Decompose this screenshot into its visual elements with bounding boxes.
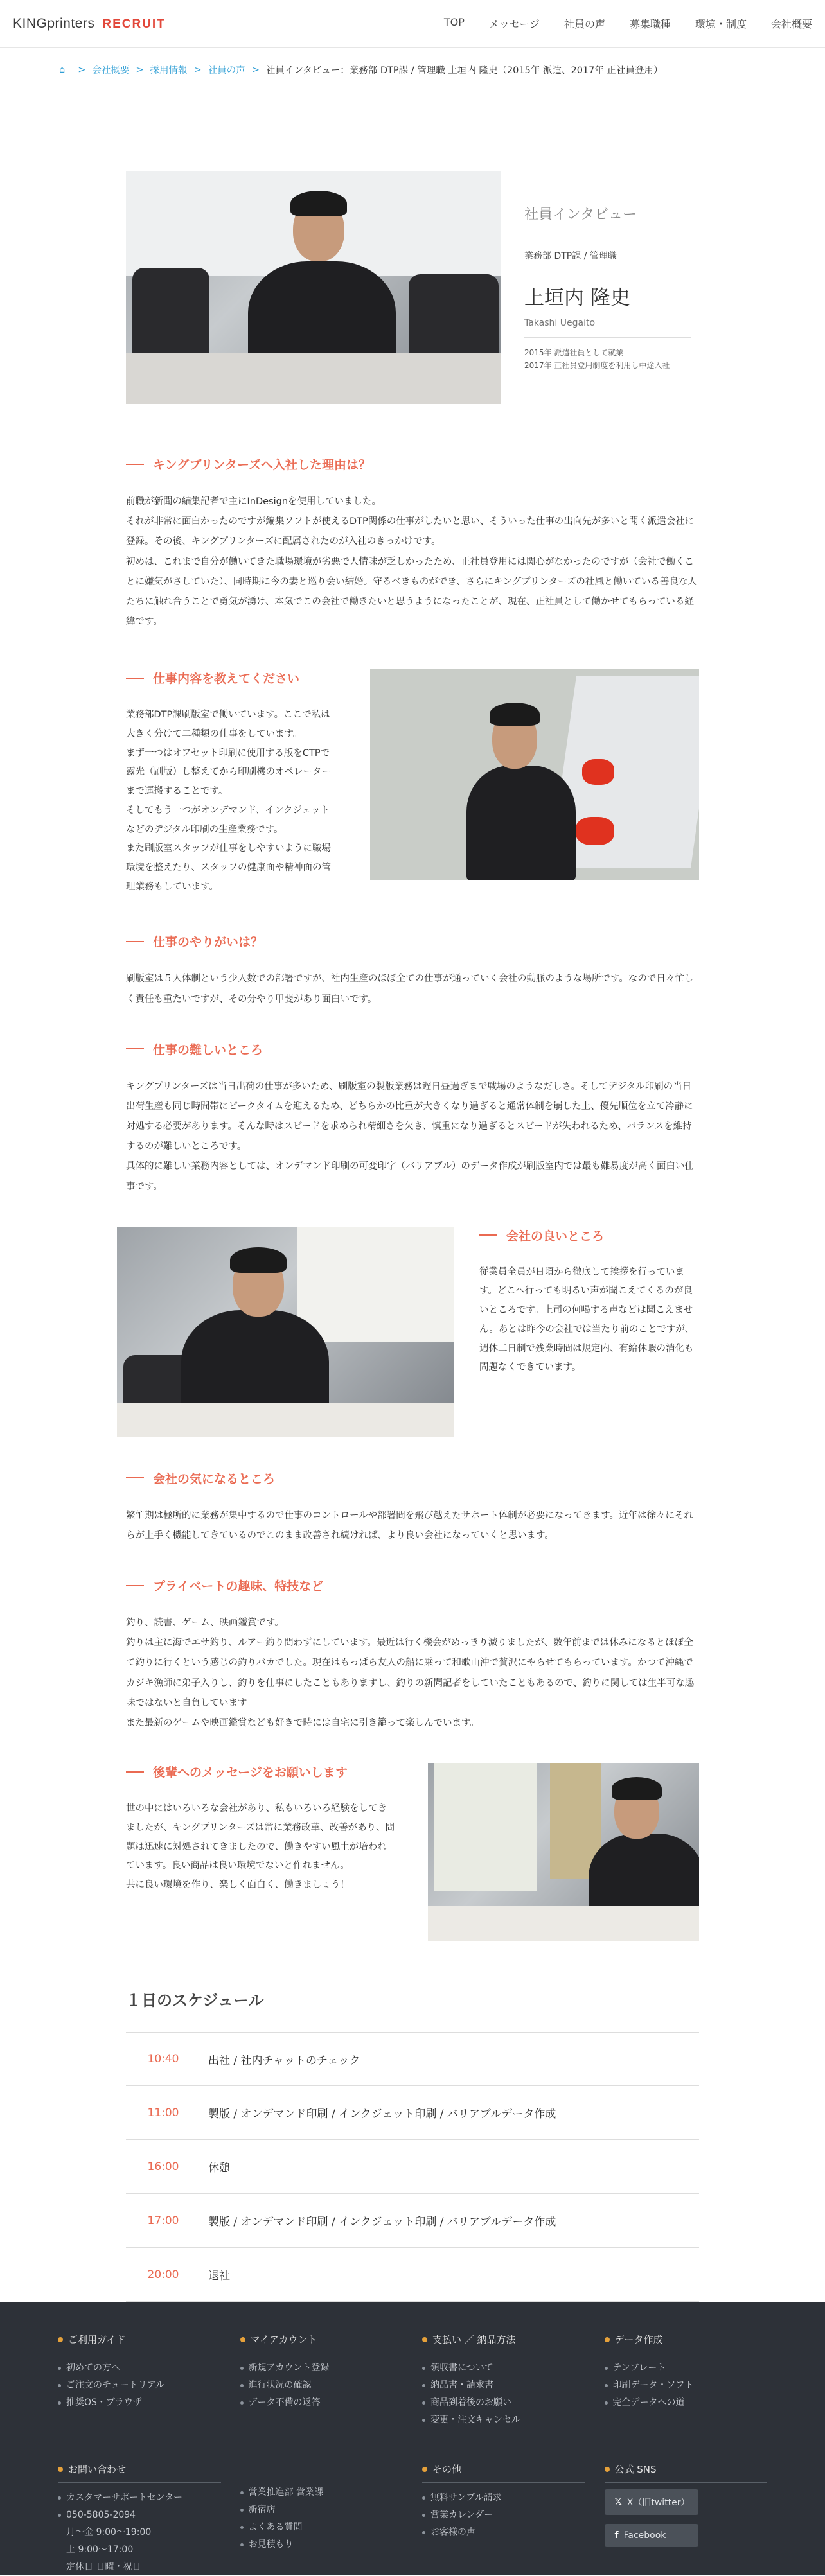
footer-sns (605, 2462, 768, 2576)
schedule-list (126, 2032, 699, 2302)
profile (126, 171, 825, 404)
site-footer (0, 2302, 825, 2575)
twitter-button[interactable]: 𝕏 X（旧twitter） (605, 2489, 698, 2515)
schedule-row (126, 2086, 699, 2140)
section-body: 業務部DTP課刷版室で働いています。ここで私は大きく分けて二種類の仕事をしています。 まず一つはオフセット印刷に使用する版をCTPで露光（刷版）し整えてから印刷機のオペレーターまで運搬することです。 そしてもう一つがオンデマンド、インクジェットなどのデジタル印刷の生産業務です。 また刷版室スタッフが仕事をしやすいように職場環境を整えたり、スタッフの健康面や精神面の管理業務もしています。 (126, 710, 331, 892)
section-concern (126, 1469, 699, 1546)
profile-name: 上垣内 隆史 (524, 286, 630, 310)
section-body: キングプリンターズは当日出荷の仕事が多いため、刷版室の製版業務は遅日昼過ぎまで戦場のようなだしさ。そしてデジタル印刷の当日出荷生産も同じ時間帯にピークタイムを迎えるため、どちらかの比重が大きくなり過ぎると通常体制を崩した上、優先順位を立て冷静に対処する必要があります。そんな時はスピードを求められ精細さを欠き、慎重になり過ぎるとスピードが失われるため、バランスを維持するのが難しいところです。 具体的に難しい業務内容としては、オンデマンド印刷の可変印字（バリアブル）のデータ作成が刷版室内では最も難易度が高く面白い仕事です。 (126, 1081, 694, 1192)
footer-sales (240, 2462, 404, 2576)
section-job (126, 669, 699, 897)
footer-heading: 公式 SNS (614, 2464, 657, 2476)
section-body: 従業員全員が日頃から徹底して挨拶を行っています。どこへ行っても明るい声が聞こえてくるのが良いところです。上司の何喝する声などは聞こえません。あとは昨今の会社では当たり前のことですが、週休二日制で残業時間は規定内、有給休暇の消化も問題なくできています。 (479, 1266, 695, 1373)
section-worth (126, 933, 699, 1009)
footer-hours: 定休日 日曜・祝日 (66, 2562, 141, 2573)
footer-link[interactable]: 新宿店 (240, 2502, 404, 2519)
section-title: 仕事内容を教えてください (126, 669, 338, 687)
schedule-time: 11:00 (147, 2106, 179, 2119)
footer-heading: データ作成 (614, 2334, 663, 2346)
nav-company[interactable]: 会社概要 (770, 18, 812, 30)
footer-heading: マイアカウント (250, 2334, 317, 2346)
history-line: 2017年 正社員登用制度を利用し中途入社 (524, 360, 670, 370)
footer-link[interactable]: 無料サンプル請求 (422, 2489, 585, 2507)
breadcrumb-separator: > (193, 64, 202, 75)
footer-heading: 支払い ／ 納品方法 (432, 2334, 516, 2346)
section-private (126, 1577, 699, 1733)
sns-icon (605, 2467, 610, 2472)
footer-link[interactable]: お見積もり (240, 2536, 404, 2554)
logo[interactable] (13, 16, 166, 31)
schedule (126, 1988, 699, 2302)
schedule-time: 17:00 (147, 2214, 179, 2227)
footer-link[interactable]: 初めての方へ (58, 2360, 221, 2377)
facebook-icon: f (614, 2530, 619, 2541)
footer-link[interactable]: 進行状況の確認 (240, 2377, 404, 2394)
footer-account (240, 2333, 404, 2429)
job-photo (370, 669, 699, 880)
profile-photo (126, 171, 501, 404)
schedule-time: 20:00 (147, 2268, 179, 2281)
footer-link[interactable]: 新規アカウント登録 (240, 2360, 404, 2377)
profile-label: 社員インタビュー (524, 207, 637, 223)
other-icon (422, 2467, 427, 2472)
footer-link[interactable]: 領収書について (422, 2360, 585, 2377)
schedule-task: 出社 / 社内チャットのチェック (208, 2054, 360, 2067)
good-photo (117, 1227, 454, 1437)
footer-link[interactable]: お客様の声 (422, 2524, 585, 2541)
schedule-row (126, 2194, 699, 2248)
guide-icon (58, 2337, 63, 2342)
section-title: 会社の気になるところ (126, 1469, 699, 1487)
account-icon (240, 2337, 245, 2342)
profile-dept: 業務部 DTP課 / 管理職 (524, 251, 617, 261)
section-reason (126, 455, 699, 632)
footer-link[interactable]: 営業推進部 営業課 (240, 2484, 404, 2502)
footer-contact (58, 2462, 221, 2576)
profile-history (524, 347, 691, 372)
section-body: 繁忙期は極所的に業務が集中するので仕事のコントロールや部署間を飛び越えたサポート体制が必要になってきます。近年は徐々にそれらが上手く機能してきているのでこのまま改善され続ければ、より良い会社になっていくと思います。 (126, 1510, 694, 1541)
footer-link[interactable]: 納品書・請求書 (422, 2377, 585, 2394)
schedule-row (126, 2032, 699, 2086)
data-icon (605, 2337, 610, 2342)
footer-heading: その他 (432, 2464, 462, 2476)
schedule-task: 休憩 (208, 2162, 230, 2175)
section-title: プライベートの趣味、特技など (126, 1577, 699, 1594)
footer-heading: お問い合わせ (68, 2464, 127, 2476)
schedule-time: 16:00 (147, 2160, 179, 2173)
section-title: 仕事のやりがいは？ (126, 933, 699, 950)
schedule-task: 製版 / オンデマンド印刷 / インクジェット印刷 / バリアブルデータ作成 (208, 2216, 556, 2229)
section-body: 釣り、読書、ゲーム、映画鑑賞です。 釣りは主に海でエサ釣り、ルアー釣り問わずにしています。最近は行く機会がめっきり減りましたが、数年前までは休みになるとほぼ全て釣りに行くという感じの釣りバカでした。現在はもっぱら友人の船に乗って和歌山沖で贅沢にやらせてもらっています。かつて沖縄でカジキ漁師に弟子入りし、釣りを仕事にしたこともありますし、釣りの新聞記者をしていたこともあるので、釣りに関しては生半可な趣味ではないと自負しています。 また最新のゲームや映画鑑賞なども好きで時には自宅に引き籠って楽しんでいます。 (126, 1618, 695, 1728)
site-header (0, 0, 825, 48)
section-title: キングプリンターズへ入社した理由は？ (126, 455, 699, 473)
breadcrumb-separator: > (251, 64, 260, 75)
section-body: 世の中にはいろいろな会社があり、私もいろいろ経験をしてきましたが、キングプリンターズは常に業務改革、改善があり、問題は迅速に対処されてきましたので、働きやすい風土が培われています。良い商品は良い環境でないと作れません。 共に良い環境を作り、楽しく面白く、働きましょう！ (126, 1803, 395, 1891)
message-photo (428, 1763, 699, 1941)
nav-voices[interactable]: 社員の声 (563, 18, 605, 30)
section-good (117, 1227, 699, 1437)
footer-guide (58, 2333, 221, 2429)
nav-top[interactable]: TOP (443, 16, 465, 28)
facebook-button[interactable]: f Facebook (605, 2524, 698, 2547)
logo-main: KINGprinters (13, 15, 95, 31)
breadcrumb (59, 48, 766, 76)
section-body: 刷版室は５人体制という少人数での部署ですが、社内生産のほぼ全ての仕事が通っていく会社の動脈のような場所です。なので日々忙しく責任も重たいですが、その分やり甲斐があり面白いです。 (126, 974, 694, 1004)
footer-hours: 土 9:00〜17:00 (66, 2545, 134, 2555)
nav-environment[interactable]: 環境・制度 (695, 18, 747, 30)
schedule-time: 10:40 (147, 2053, 179, 2066)
schedule-title: １日のスケジュール (126, 1992, 264, 2010)
history-line: 2015年 派遣社員として就業 (524, 348, 624, 357)
footer-payment (422, 2333, 585, 2429)
footer-link[interactable]: 商品到着後のお願い (422, 2394, 585, 2412)
breadcrumb-separator: > (136, 64, 144, 75)
footer-links (58, 2333, 767, 2576)
footer-link[interactable]: 変更・注文キャンセル (422, 2412, 585, 2429)
breadcrumb-recruit[interactable]: 採用情報 (150, 66, 188, 76)
payment-icon (422, 2337, 427, 2342)
contact-icon (58, 2467, 63, 2472)
breadcrumb-company[interactable]: 会社概要 (92, 66, 130, 76)
footer-link[interactable]: 完全データへの道 (605, 2394, 768, 2412)
breadcrumb-voices[interactable]: 社員の声 (208, 66, 245, 76)
footer-link[interactable]: 営業カレンダー (422, 2507, 585, 2524)
section-title: 会社の良いところ (479, 1227, 699, 1244)
footer-heading: ご利用ガイド (68, 2334, 126, 2346)
footer-other (422, 2462, 585, 2576)
footer-link[interactable]: よくある質問 (240, 2519, 404, 2536)
schedule-row (126, 2140, 699, 2194)
section-title: 後輩へのメッセージをお願いします (126, 1763, 396, 1780)
footer-hours: 月〜金 9:00〜19:00 (66, 2527, 152, 2538)
section-difficulty (126, 1040, 699, 1197)
main-nav (444, 16, 812, 31)
footer-link[interactable]: データ不備の返答 (240, 2394, 404, 2412)
breadcrumb-separator: > (78, 64, 86, 75)
schedule-task: 製版 / オンデマンド印刷 / インクジェット印刷 / バリアブルデータ作成 (208, 2108, 556, 2121)
section-body: 前職が新聞の編集記者で主にInDesignを使用していました。 それが非常に面白かったのですが編集ソフトが使えるDTP関係の仕事がしたいと思い、そういった仕事の出向先が多いと聞く派遣会社に登録。その後、キングプリンターズに配属されたのが入社のきっかけです。 初めは、これまで自分が働いてきた職場環境が劣悪で人情味が乏しかったため、正社員登用には関心がなかったのですが（会社で働くことに嫌気がさしていた）、同時期に今の妻と巡り会い結婚。守るべきものができ、さらにキングプリンターズの社風と働いている善良な人たちに触れ合うことで勇気が湧け、本気でこの会社で働きたいと思うようになったことが、現在、正社員として働かせてもらっている経緯です。 (126, 496, 697, 627)
nav-jobs[interactable]: 募集職種 (629, 18, 671, 30)
section-title: 仕事の難しいところ (126, 1040, 699, 1058)
footer-link[interactable]: カスタマーサポートセンター (58, 2489, 221, 2507)
logo-sub: RECRUIT (102, 17, 166, 31)
nav-message[interactable]: メッセージ (488, 18, 540, 30)
schedule-task: 退社 (208, 2270, 230, 2283)
section-message (126, 1763, 699, 1941)
footer-link[interactable]: テンプレート (605, 2360, 768, 2377)
footer-link[interactable]: 印刷データ・ソフト (605, 2377, 768, 2394)
footer-data (605, 2333, 768, 2429)
footer-link[interactable]: 推奨OS・ブラウザ (58, 2394, 221, 2412)
profile-roman: Takashi Uegaito (524, 318, 691, 338)
breadcrumb-current: 社員インタビュー：業務部 DTP課 / 管理職 上垣内 隆史（2015年 派遣、2017年 正社員登用） (265, 66, 663, 76)
footer-phone[interactable]: 050-5805-2094 (58, 2507, 221, 2524)
profile-text (524, 171, 691, 404)
footer-link[interactable]: ご注文のチュートリアル (58, 2377, 221, 2394)
home-icon[interactable]: ⌂ (59, 64, 66, 75)
x-icon: 𝕏 (614, 2497, 622, 2508)
schedule-row (126, 2248, 699, 2302)
